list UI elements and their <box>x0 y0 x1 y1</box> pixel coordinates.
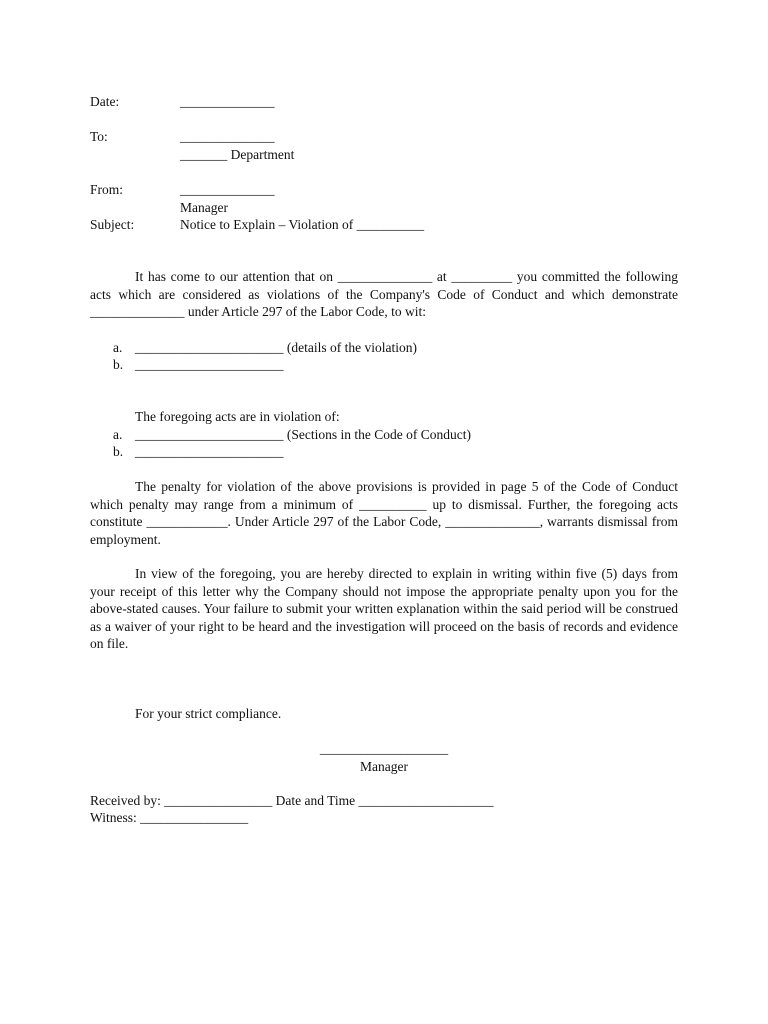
subject-value: Notice to Explain – Violation of __________ <box>180 217 425 232</box>
department-blank: _______ Department <box>180 147 295 162</box>
list-item-text: ______________________ (Sections in the Code of Conduct) <box>135 427 471 442</box>
paragraph-directive: In view of the foregoing, you are hereby directed to explain in writing within five (5) days from your receipt of this letter why the Company should not impose the appropriate penalty upon you for the above-stated causes. Your failure to submit your written explanation within the said period will be construed as a waiver of your right to be heard and the investigation will proceed on the basis of records and evidence on file. <box>90 566 678 651</box>
list-item <box>113 426 471 444</box>
date-row <box>90 93 275 111</box>
to-row <box>90 128 275 146</box>
department-row <box>90 146 294 164</box>
list-item-text: ______________________ <box>135 357 284 372</box>
from-blank: ______________ <box>180 182 275 197</box>
signature-title: Manager <box>360 759 408 774</box>
to-label: To: <box>90 129 108 144</box>
witness-row: Witness: ________________ <box>90 810 249 825</box>
from-row <box>90 181 275 199</box>
from-title: Manager <box>180 200 228 215</box>
date-label: Date: <box>90 94 120 109</box>
list-item <box>113 443 284 461</box>
signature-line: ___________________ <box>319 741 449 756</box>
list-marker: a. <box>113 340 123 355</box>
list-item <box>113 339 417 357</box>
subject-label: Subject: <box>90 217 135 232</box>
date-blank: ______________ <box>180 94 275 109</box>
closing-line: For your strict compliance. <box>135 706 282 721</box>
from-label: From: <box>90 182 124 197</box>
list-item-text: ______________________ (details of the violation) <box>135 340 417 355</box>
list-marker: b. <box>113 444 124 459</box>
list-marker: b. <box>113 357 124 372</box>
list-item <box>113 356 284 374</box>
to-blank: ______________ <box>180 129 275 144</box>
subject-row <box>90 216 424 234</box>
list-marker: a. <box>113 427 123 442</box>
from-title-row <box>90 199 228 217</box>
paragraph-penalty: The penalty for violation of the above provisions is provided in page 5 of the Code of Conduct which penalty may range from a minimum of __________ up to dismissal. Further, the foregoing acts constitute ____________. Under Article 297 of the Labor Code, ______________, warrants dismissal from employment. <box>90 479 678 547</box>
list-item-text: ______________________ <box>135 444 284 459</box>
paragraph-violation: The foregoing acts are in violation of: <box>135 409 340 424</box>
paragraph-attention: It has come to our attention that on ______________ at _________ you committed the following acts which are considered as violations of the Company's Code of Conduct and which demonstrate ______________ under Article 297 of the Labor Code, to wit: <box>90 269 678 319</box>
received-by-row: Received by: ________________ Date and Time ____________________ <box>90 793 494 808</box>
